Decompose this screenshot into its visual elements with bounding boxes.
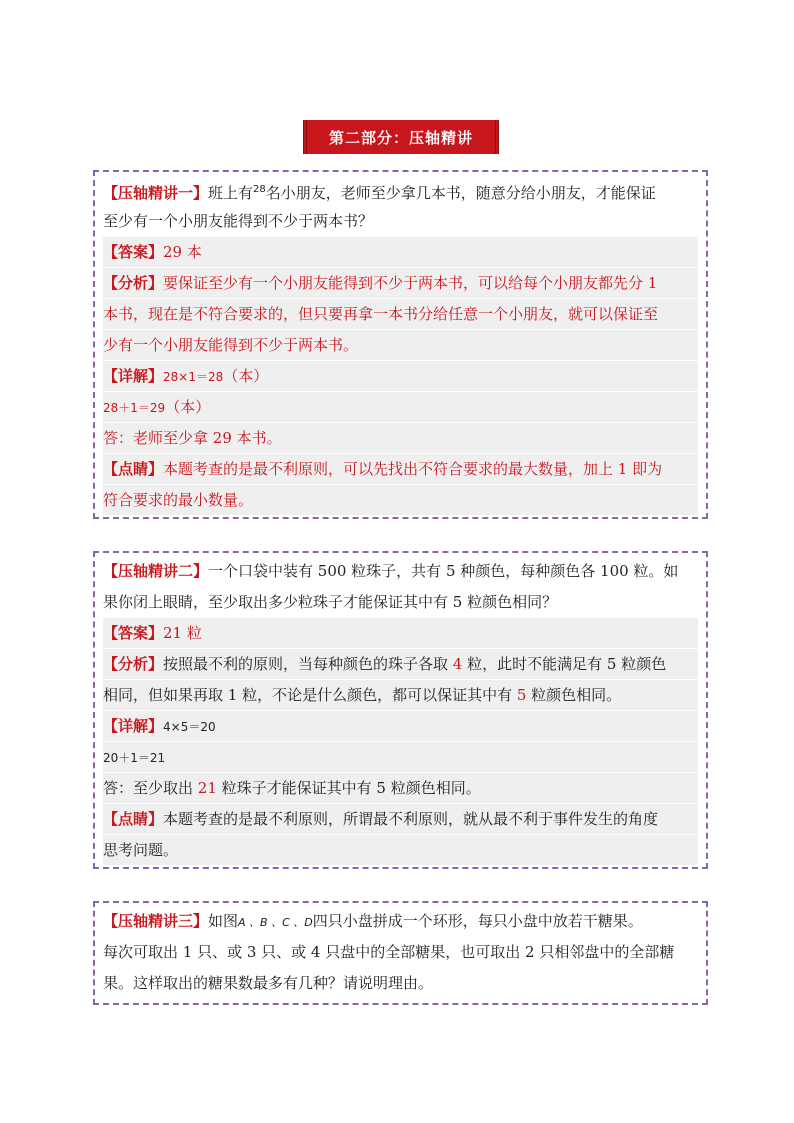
problem-1-analysis-line-2: 本书，现在是不符合要求的，但只要再拿一本书分给任意一个小朋友，就可以保证至 (103, 299, 698, 329)
problem-1-question-line-1: 【压轴精讲一】班上有$^{28}$名小朋友，老师至少拿几本书，随意分给小朋友，才能保证 (103, 184, 656, 202)
problem-card-2 (93, 551, 708, 869)
problem-1-conclusion: 答：老师至少拿 29 本书。 (103, 423, 698, 453)
problem-1-point-line-1: 【点睛】本题考查的是最不利原则，可以先找出不符合要求的最大数量，加上 1 即为 (103, 454, 698, 484)
problem-1-detail-line-1: 【详解】28×1＝28（本） (103, 361, 698, 391)
problem-2-question-line-2: 果你闭上眼睛，至少取出多少粒珠子才能保证其中有 5 粒颜色相同？ (103, 593, 558, 611)
problem-1-question-line-2: 至少有一个小朋友能得到不少于两本书？ (103, 212, 374, 230)
problem-card-1 (93, 170, 708, 519)
problem-2-point-line-1: 【点睛】本题考查的是最不利原则，所谓最不利原则，就从最不利于事件发生的角度 (103, 804, 698, 834)
problem-1-analysis-line-1: 【分析】要保证至少有一个小朋友能得到不少于两本书，可以给每个小朋友都先分 1 (103, 268, 698, 298)
problem-1-detail-line-2: 28＋1＝29（本） (103, 392, 698, 422)
problem-3-tag: 【压轴精讲三】 (103, 912, 209, 930)
problem-2-question-line-1: 【压轴精讲二】一个口袋中装有 500 粒珠子，共有 5 种颜色，每种颜色各 100 粒。如 (103, 562, 679, 580)
problem-2-point-line-2: 思考问题。 (103, 835, 698, 865)
problem-1-tag: 【压轴精讲一】 (103, 184, 209, 202)
problem-2-detail-line-1: 【详解】4×5＝20 (103, 711, 698, 741)
problem-2-conclusion: 答：至少取出 21 粒珠子才能保证其中有 5 粒颜色相同。 (103, 773, 698, 803)
problem-1-point-line-2: 符合要求的最小数量。 (103, 485, 698, 515)
problem-2-detail-line-2: 20＋1＝21 (103, 742, 698, 772)
problem-1-analysis-line-3: 少有一个小朋友能得到不少于两本书。 (103, 330, 698, 360)
problem-3-question-line-2: 每次可取出 1 只、或 3 只、或 4 只盘中的全部糖果，也可取出 2 只相邻盘中的全部糖 (103, 943, 675, 961)
problem-2-analysis-line-2: 相同，但如果再取 1 粒，不论是什么颜色，都可以保证其中有 5 粒颜色相同。 (103, 680, 698, 710)
problem-2-tag: 【压轴精讲二】 (103, 562, 209, 580)
problem-3-question-line-3: 果。这样取出的糖果数最多有几种？请说明理由。 (103, 974, 434, 992)
problem-2-analysis-line-1: 【分析】按照最不利的原则，当每种颜色的珠子各取 4 粒，此时不能满足有 5 粒颜色 (103, 649, 698, 679)
problem-2-answer: 【答案】21 粒 (103, 618, 698, 648)
problem-3-question-line-1: 【压轴精讲三】如图A 、B 、C 、D四只小盘拼成一个环形，每只小盘中放若干糖果。 (103, 912, 643, 930)
problem-card-3 (93, 901, 708, 1005)
problem-1-answer: 【答案】29 本 (103, 237, 698, 267)
section-title: 第二部分：压轴精讲 (303, 120, 499, 154)
